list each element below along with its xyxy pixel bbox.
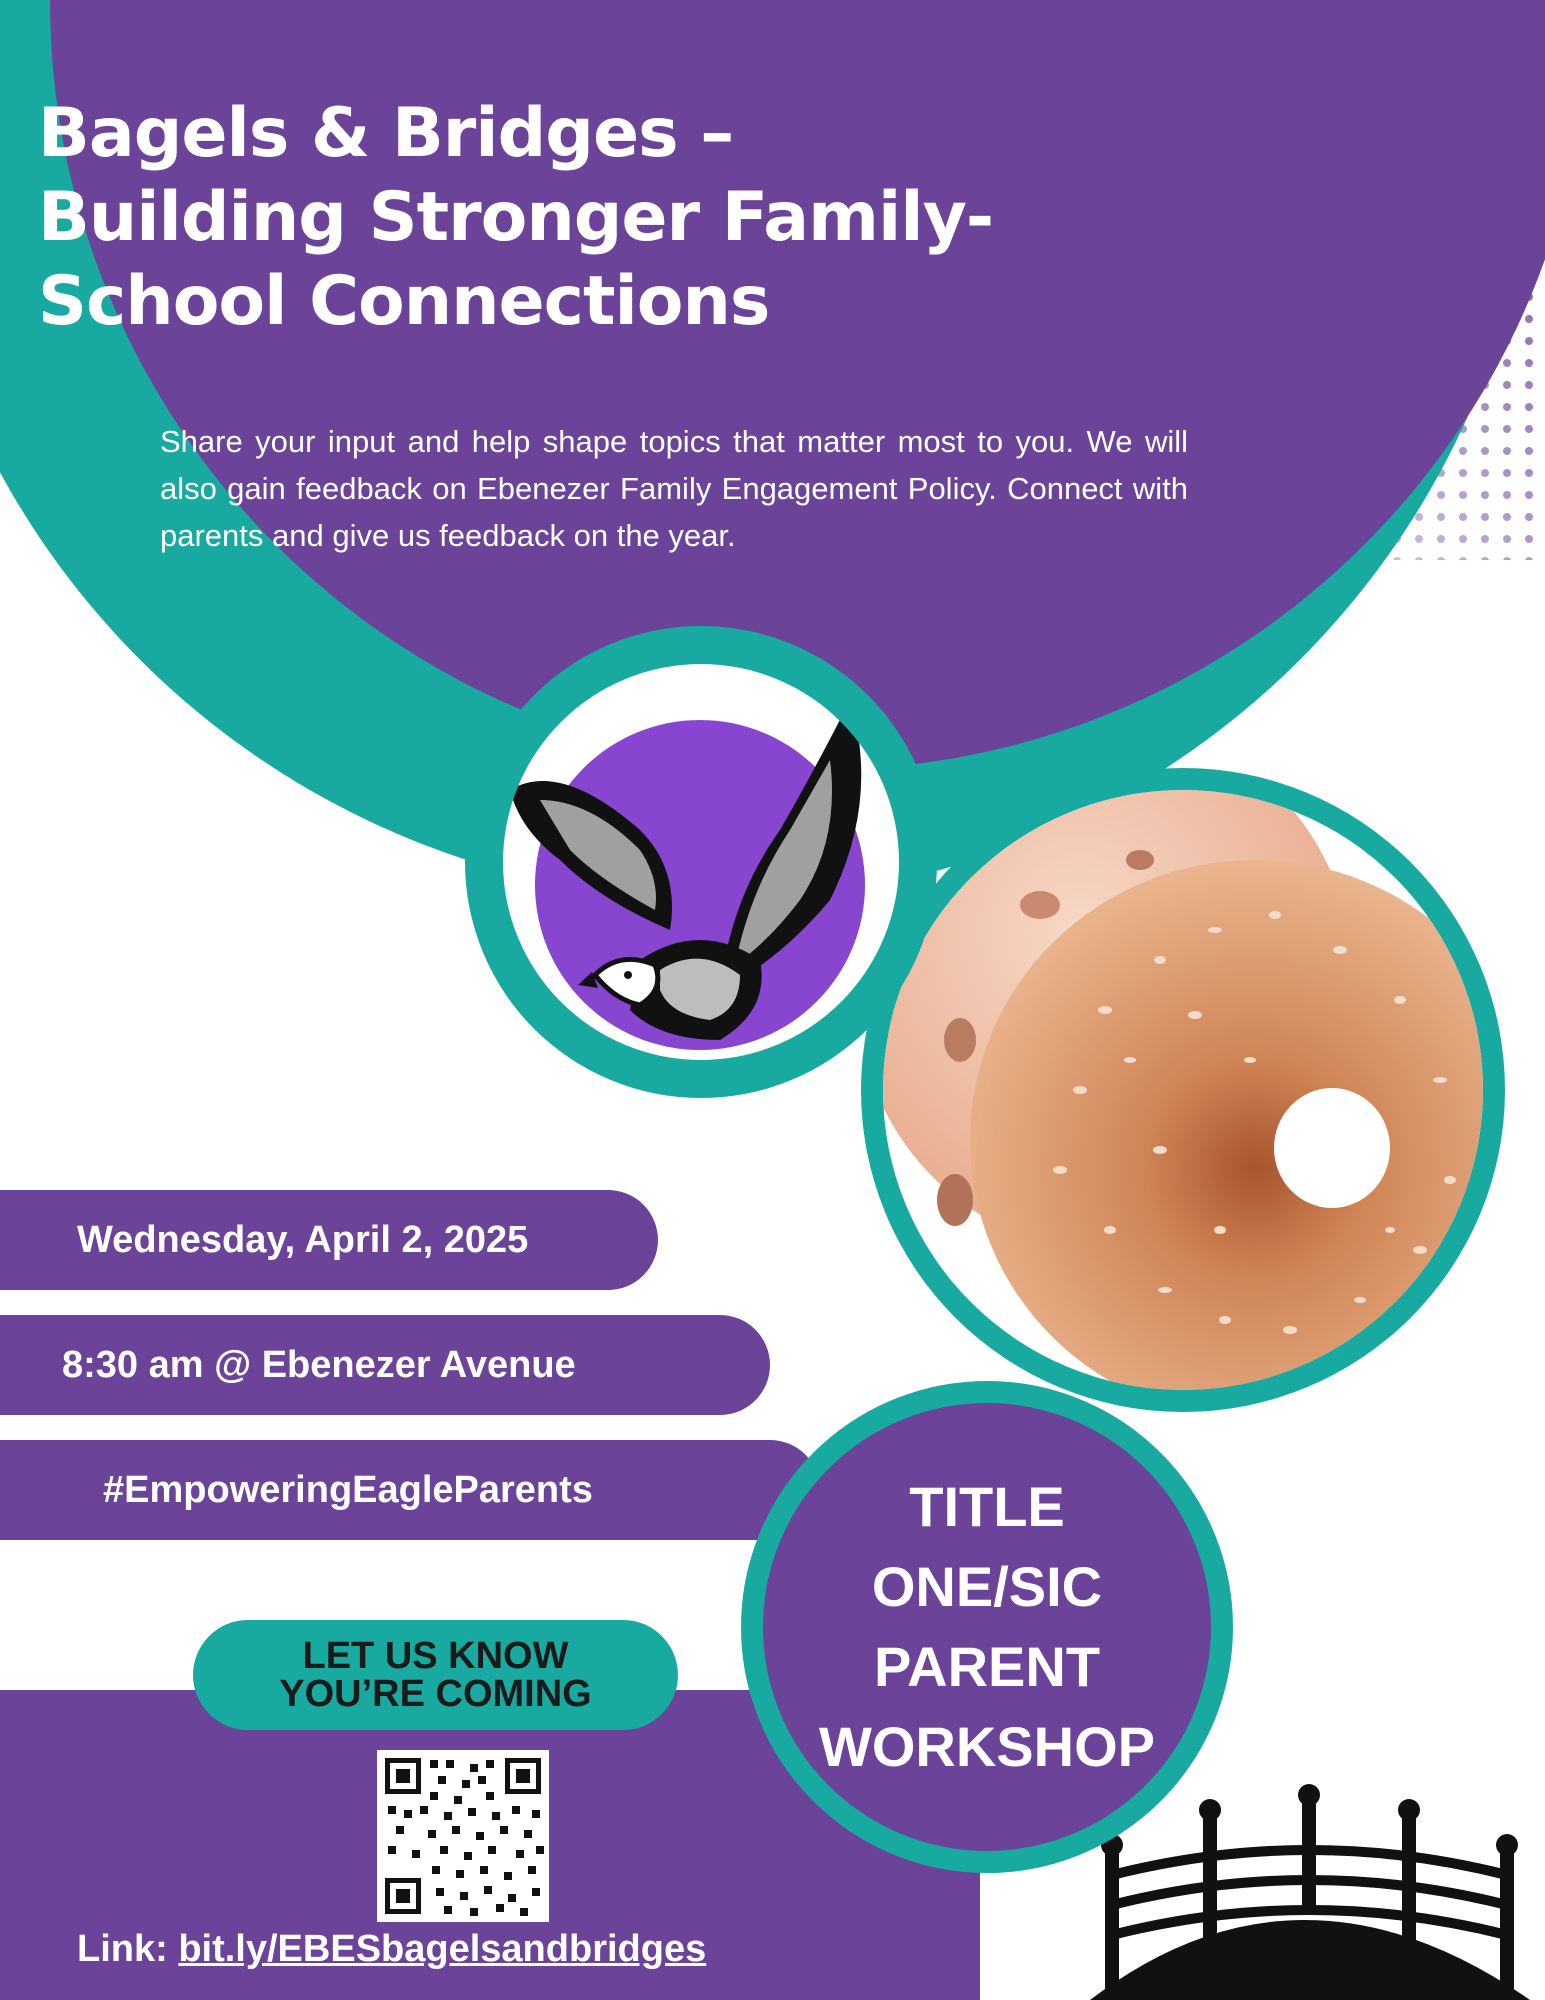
workshop-badge [741, 1381, 1233, 1873]
workshop-line-2: ONE/SIC [871, 1555, 1103, 1618]
title-line-2: Building Stronger Family- [38, 178, 994, 257]
link-label: Link: [77, 1928, 179, 1970]
rsvp-line-1: LET US KNOW [302, 1635, 569, 1677]
workshop-text [819, 1467, 1155, 1787]
workshop-line-4: WORKSHOP [819, 1715, 1155, 1778]
workshop-line-1: TITLE [909, 1475, 1065, 1538]
title-line-1: Bagels & Bridges – [38, 94, 734, 173]
rsvp-line-2: YOU’RE COMING [279, 1673, 592, 1715]
intro-text: Share your input and help shape topics that matter most to you. We will also gain feedback on Ebenezer Family Engagement Policy. Connect with parents and give us feedback on the year. [160, 424, 1188, 553]
eagle-logo-icon [465, 626, 937, 1098]
event-date: Wednesday, April 2, 2025 [77, 1218, 529, 1261]
event-time-pill [0, 1315, 770, 1415]
link-url[interactable]: bit.ly/EBESbagelsandbridges [178, 1928, 707, 1970]
rsvp-button[interactable] [193, 1620, 678, 1730]
footer-link [77, 1928, 706, 1971]
bridge-icon [1090, 1784, 1530, 2000]
event-time-location: 8:30 am @ Ebenezer Avenue [62, 1343, 576, 1386]
hashtag-pill [0, 1440, 820, 1540]
page-title [38, 92, 1038, 344]
workshop-line-3: PARENT [873, 1635, 1101, 1698]
event-hashtag: #EmpoweringEagleParents [103, 1468, 593, 1511]
event-date-pill [0, 1190, 658, 1290]
title-line-3: School Connections [38, 262, 770, 341]
qr-code-icon [377, 1750, 549, 1922]
